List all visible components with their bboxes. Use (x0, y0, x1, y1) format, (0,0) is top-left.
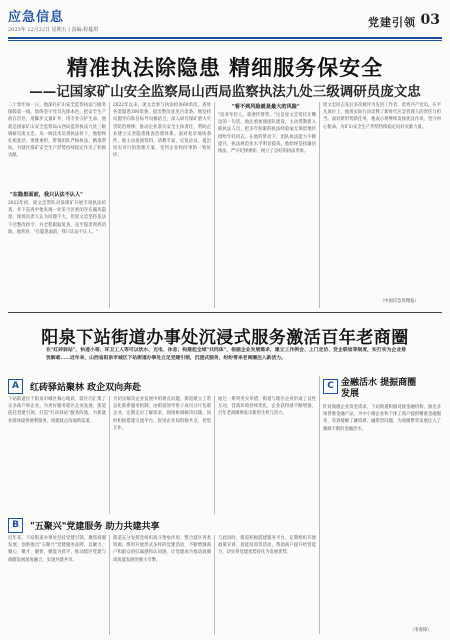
paper-title: 应急信息 (8, 10, 65, 25)
section-b-col1: 近年来，下站街道办事处坚持党建引领，聚焦商圈发展，创新推出"五聚兴"党建服务品牌，以聚力、聚心、聚才、聚智、聚能为抓手，推动辖区党建与商圈发展深度融合，实现共建共享。 (8, 536, 106, 563)
column-divider (214, 396, 215, 514)
column-divider (319, 376, 320, 634)
section-c-byline: （李春锋） (410, 628, 432, 633)
section-a-badge: A (8, 379, 23, 394)
article2-intro: 在"红砖驿站"，快递小哥、环卫工人等可以饮水、充电、休息；构建起全域"共同体"，根据企业发展需求，建立工作例会、上门走访、党企联谊等制度，实打实为企业排忧解难……近年来，山西省阳泉市城区下站街道办事处立足党建引领，沉浸式服务，纷纷带来老商圈注入新活力。 (46, 347, 406, 361)
section-c-title: 金融活水 提振商圈发展 (341, 378, 417, 399)
section-divider (8, 312, 442, 313)
section-b-title: "五聚兴"党建服务 助力共建共享 (30, 522, 160, 532)
masthead-rule (8, 37, 442, 39)
section-b-col3: 与此同时，街道积极搭建服务平台，定期组织开展政策宣讲、技能培训等活动，帮助商户提升经营能力，切实将党建优势转化为发展优势。 (218, 536, 316, 556)
article1-col2-text: 2022年以来，庞文忠参与执法检查60余次，查处各类隐患300余条，提出整改意见百余条。他坚持问题导向和目标导向相结合，深入研究煤矿重大灾害防治规律，推动企业落实安全主体责任，帮助企业建立完善隐患排查治理体系。面对复杂地质条件，他主动查阅资料、请教专家，反复论证，提出切实可行的治理方案，受到企业和同事的一致好评。 (113, 103, 211, 159)
section-name: 党建引领 (368, 16, 416, 29)
section-c-badge: C (323, 379, 338, 394)
section-a-title: 红砖驿站聚林 政企双向奔赴 (30, 383, 142, 393)
column-divider (319, 102, 320, 308)
section-a-col2: 为切实解决企业发展中的难点问题，街道建立了常态化联系服务机制，由街道领导班子成员分片包联企业，定期走访了解需求，现场协调解决问题。同时积极搭建交流平台，促进企业间资源共享、优势互补。 (113, 397, 211, 431)
section-b-col2: 街道充分发挥党组织战斗堡垒作用，整合辖区各类资源，组织开展形式多样的党建活动，不断增强商户和群众的归属感和认同感，让党建成为推动商圈高质量发展的强大引擎。 (113, 536, 211, 563)
article1-byline: （中国应急管理报） (380, 299, 419, 304)
section-a-col1: 下站街道位于阳泉市城区核心地段，辖区内汇集了众多商户和企业。为更好服务辖区企业发展，街道依托党建引领，打造"红砖驿站"服务阵地，为新就业群体提供便利服务，构建政企沟通新渠道。 (8, 397, 106, 424)
column-divider (214, 535, 215, 635)
section-c-text: 针对商圈企业资金需求，下站街道积极对接金融机构，推出多项普惠金融产品，为中小微企业和个体工商户提供精准金融服务，有效缓解了融资难、融资贵问题，为商圈繁荣发展注入了源源不断的金融活水。 (323, 405, 441, 432)
masthead-rule-thin (8, 40, 442, 41)
page-number: 03 (420, 12, 440, 28)
column-divider (109, 535, 110, 635)
article1-headline: 精准执法除隐患 精细服务保安全 (66, 55, 384, 80)
article1-col1-text: 二十余年如一日，他深扎矿山安全监察执法与服务保障第一线，始终坚守党员先锋本色，把安全生产放在首位，用脚步丈量矿井，用专业守护生命。他就是国家矿山安全监察局山西局监察执法九处三级调研员庞文忠。从一线技术员到执法骨干，他始终扎根基层，勇挑重担，带领团队严格执法、精准帮扶，为辖区煤矿安全生产形势持续稳定作出了积极贡献。 (8, 103, 106, 159)
article1-col1-text2: 2022年初，庞文忠带队对某煤矿开展专项执法检查，井下巡查中他发现一处采空区密闭存在漏风隐患，现场负责人认为问题不大，但庞文忠坚持依法下达整改指令，并全程跟踪复查，直至隐患彻底消除。他常说："在隐患面前，我只认法不认人。" (8, 201, 106, 235)
column-divider (109, 396, 110, 514)
column-divider (214, 102, 215, 308)
article1-col4-text: 庞文忠同志先后多次被评为先进工作者、优秀共产党员。在平凡岗位上，他用实际行动诠释了新时代应急管理人的责任与担当。面对新形势新任务，他表示将继续发扬优良作风，坚守初心使命，为矿山安全生产形势持续稳定向好贡献力量。 (323, 103, 441, 130)
article1-col1-subhead: "在隐患面前，我只认法不认人" (10, 192, 83, 198)
article1-col3-text: "培养年轻人，就要传帮带。"这是庞文忠常挂在嘴边的一句话。他注重加强团队建设，主动带教新入职执法人员，把多年积累的执法经验毫无保留地传授给年轻同志。在他的带动下，团队执法能力不断提升，执法规范化水平明显提高。他始终坚持廉洁执法，严守纪律规矩，树立了良好的执法形象。 (218, 113, 316, 155)
masthead (8, 4, 442, 44)
section-a-col3: 通过一系列务实举措，街道与辖区企业形成了良性互动，营商环境持续优化，企业获得感不断增强，百年老商圈焕发出新的生机与活力。 (218, 397, 316, 417)
date-line: 2023年 12月22日 星期五 | 责编:程蔓琪 (8, 27, 99, 33)
article2-headline: 阳泉下站街道办事处沉浸式服务激活百年老商圈 (41, 328, 409, 348)
column-divider (109, 102, 110, 308)
article1-subheadline: ——记国家矿山安全监察局山西局监察执法九处三级调研员庞文忠 (29, 84, 421, 100)
article1-col3-subhead: "看不到风险就是最大的风险" (232, 104, 300, 110)
section-b-badge: B (8, 518, 23, 533)
